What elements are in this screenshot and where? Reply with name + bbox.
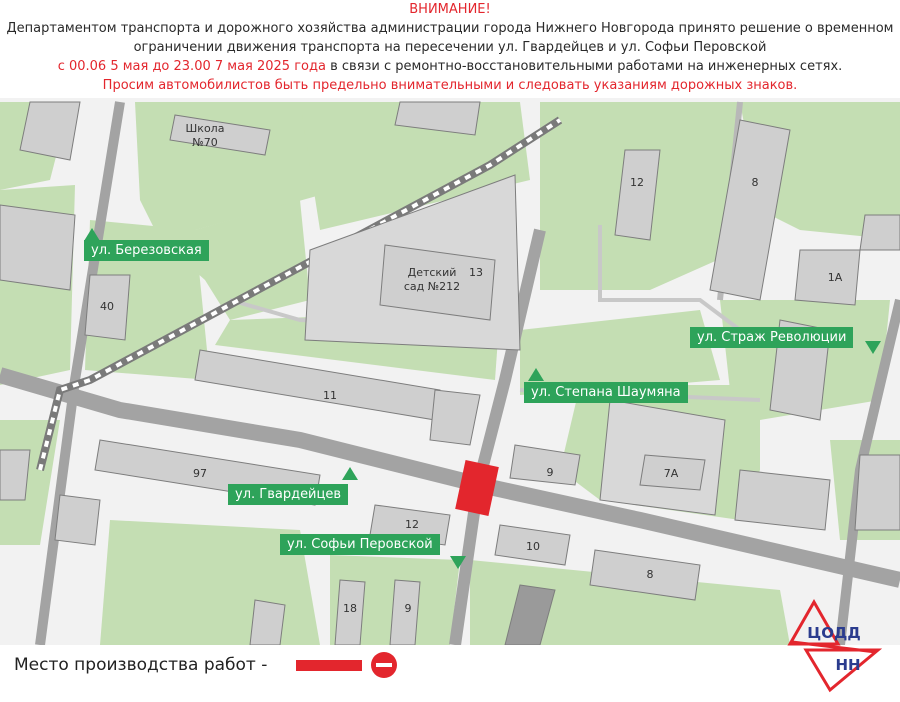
map-canvas bbox=[0, 98, 900, 645]
notice-line-3 bbox=[0, 57, 900, 76]
label-kindergarten-1: Детский bbox=[407, 266, 457, 279]
label-1a: 1А bbox=[827, 271, 843, 284]
street-label-gvardeytsev: ул. Гвардейцев bbox=[228, 484, 348, 505]
street-label-berezovskaya: ул. Березовская bbox=[84, 240, 209, 261]
street-label-perovskoy: ул. Софьи Перовской bbox=[280, 534, 440, 555]
label-7a: 7А bbox=[663, 467, 679, 480]
notice-line-1: Департаментом транспорта и дорожного хозяйства администрации города Нижнего Новгорода принято решение о временном bbox=[6, 21, 894, 36]
legend-work-zone-swatch bbox=[296, 660, 362, 671]
label-40: 40 bbox=[100, 300, 114, 313]
street-label-shaumyana: ул. Степана Шаумяна bbox=[524, 382, 688, 403]
label-13: 13 bbox=[469, 266, 483, 279]
label-8-top: 8 bbox=[751, 176, 759, 189]
label-8-low: 8 bbox=[646, 568, 654, 581]
no-entry-icon bbox=[371, 652, 397, 678]
building bbox=[0, 450, 30, 500]
label-11: 11 bbox=[323, 389, 337, 402]
label-12-low: 12 bbox=[405, 518, 419, 531]
logo-bottom-text: НН bbox=[835, 656, 861, 674]
building bbox=[55, 495, 100, 545]
legend-label: Место производства работ - bbox=[14, 655, 268, 675]
codd-logo bbox=[786, 598, 882, 694]
label-school-num: №70 bbox=[192, 136, 218, 149]
building bbox=[20, 102, 80, 160]
notice-line-4: Просим автомобилистов быть предельно внимательными и следовать указаниям дорожных знаков. bbox=[102, 78, 798, 93]
notice-dates: с 00.06 5 мая до 23.00 7 мая 2025 года bbox=[57, 59, 326, 74]
label-97: 97 bbox=[193, 467, 207, 480]
label-9-mid: 9 bbox=[546, 466, 554, 479]
building bbox=[735, 470, 830, 530]
street-label-strazh: ул. Страж Революции bbox=[690, 327, 853, 348]
building bbox=[855, 455, 900, 530]
street-map[interactable] bbox=[0, 98, 900, 645]
label-kindergarten-2: сад №212 bbox=[403, 280, 461, 293]
label-10: 10 bbox=[526, 540, 540, 553]
building bbox=[250, 600, 285, 645]
label-9-low: 9 bbox=[404, 602, 412, 615]
logo-top-text: ЦОДД bbox=[807, 624, 861, 642]
notice-reason: в связи с ремонтно-восстановительными работами на инженерных сетях. bbox=[325, 59, 843, 74]
building bbox=[860, 215, 900, 250]
label-school: Школа bbox=[185, 122, 225, 135]
building bbox=[0, 205, 75, 290]
notice-line-2: ограничении движения транспорта на пересечении ул. Гвардейцев и ул. Софьи Перовской bbox=[133, 40, 767, 55]
label-18: 18 bbox=[343, 602, 357, 615]
notice-title: ВНИМАНИЕ! bbox=[409, 2, 491, 17]
label-12-top: 12 bbox=[630, 176, 644, 189]
legend bbox=[0, 645, 900, 702]
notice-header bbox=[0, 0, 900, 98]
